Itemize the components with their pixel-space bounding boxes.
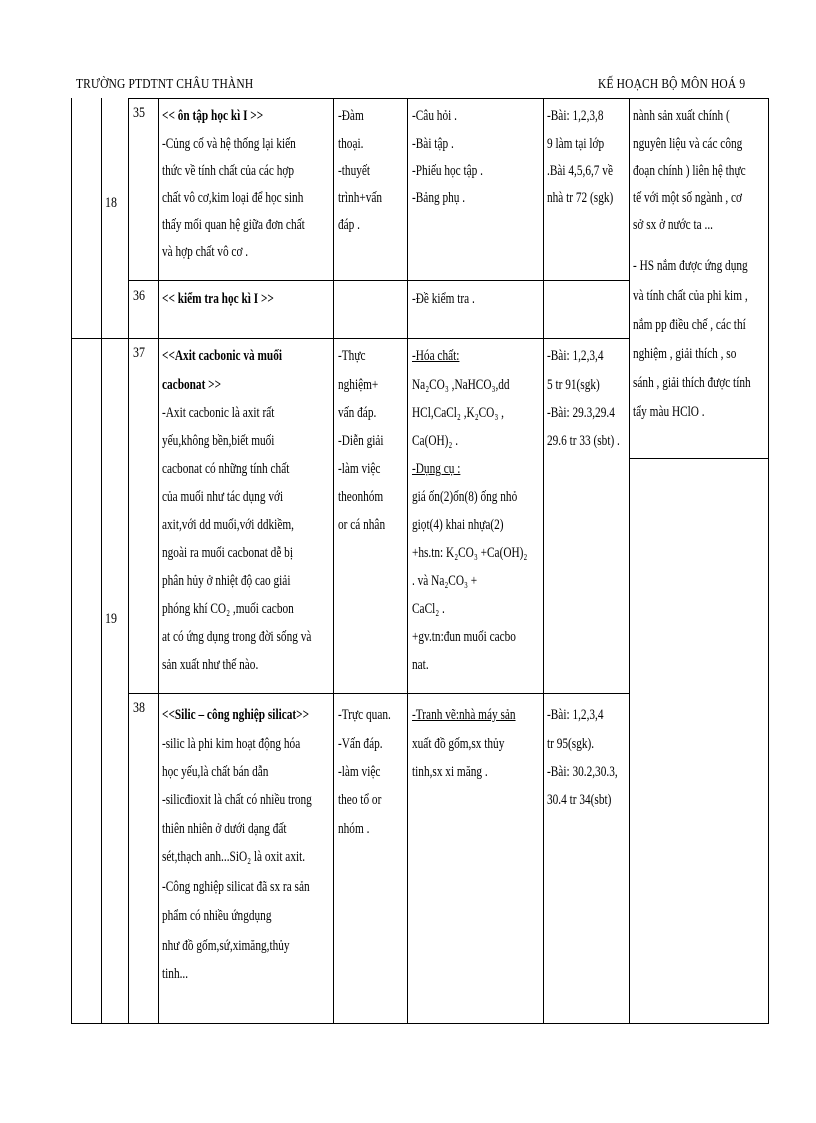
teaching-materials: CaCl₂ .	[412, 601, 445, 617]
teaching-materials: . và Na₂CO₃ +	[412, 573, 478, 589]
lesson-number: 36	[133, 288, 145, 304]
lesson-number: 35	[133, 105, 145, 121]
exercises: 5 tr 91(sgk)	[547, 377, 600, 393]
lesson-content: sét,thạch anh...SiO₂ là oxit axit.	[162, 849, 306, 865]
grid-line	[128, 98, 769, 99]
grid-line	[543, 98, 544, 1024]
lesson-content: yếu,không bền,biết muối	[162, 433, 275, 449]
exercises: 29.6 tr 33 (sbt) .	[547, 433, 620, 449]
lesson-content: cacbonat có những tính chất	[162, 461, 290, 477]
grid-line	[128, 280, 630, 281]
grid-line	[158, 98, 159, 1024]
teaching-method: vấn đáp.	[338, 405, 377, 421]
lesson-title: <<Axit cacbonic và muối	[162, 348, 283, 364]
teaching-method: -Trực quan.	[338, 707, 391, 723]
teaching-materials: xuất đồ gốm,sx thủy	[412, 736, 505, 752]
lesson-goals: sánh , giải thích được tính	[633, 375, 751, 391]
teaching-method: đáp .	[338, 217, 360, 233]
exercises: .Bài 4,5,6,7 về	[547, 163, 613, 179]
teaching-materials: +gv.tn:đun muối cacbo	[412, 629, 516, 645]
lesson-content: tinh...	[162, 966, 189, 982]
grid-line	[128, 98, 129, 1024]
lesson-title: << kiểm tra học kì I >>	[162, 291, 274, 307]
lesson-goals: sở sx ở nước ta ...	[633, 217, 713, 233]
lesson-content: và hợp chất vô cơ .	[162, 244, 249, 260]
teaching-materials: -Hóa chất:	[412, 348, 460, 364]
grid-line	[101, 98, 102, 1024]
grid-line	[768, 98, 769, 1024]
teaching-materials: -Bảng phụ .	[412, 190, 466, 206]
lesson-content: -silic là phi kim hoạt động hóa	[162, 736, 301, 752]
teaching-materials: HCl,CaCl₂ ,K₂CO₃ ,	[412, 405, 504, 421]
teaching-method: -Thực	[338, 348, 366, 364]
lesson-content: phẩm có nhiều ứngdụng	[162, 908, 272, 924]
lesson-number: 38	[133, 700, 145, 716]
lesson-title: <<Silic – công nghiệp silicat>>	[162, 707, 310, 723]
lesson-content: như đồ gốm,sứ,ximăng,thủy	[162, 938, 290, 954]
lesson-number: 37	[133, 345, 145, 361]
lesson-goals: tẩy màu HClO .	[633, 404, 705, 420]
lesson-content: -Củng cố và hệ thống lại kiến	[162, 136, 296, 152]
teaching-materials: giọt(4) khai nhựa(2)	[412, 517, 504, 533]
teaching-method: -thuyết	[338, 163, 371, 179]
exercises: -Bài: 1,2,3,4	[547, 707, 604, 723]
teaching-materials: +hs.tn: K₂CO₃ +Ca(OH)₂	[412, 545, 528, 561]
exercises: 9 làm tại lớp	[547, 136, 605, 152]
lesson-goals: nành sản xuất chính (	[633, 108, 730, 124]
exercises: -Bài: 29.3,29.4	[547, 405, 615, 421]
teaching-materials: -Dụng cụ :	[412, 461, 461, 477]
teaching-materials: nat.	[412, 657, 429, 673]
lesson-content: -silicđioxit là chất có nhiều trong	[162, 792, 312, 808]
lesson-title: cacbonat >>	[162, 377, 222, 393]
teaching-method: -làm việc	[338, 764, 381, 780]
teaching-materials: -Phiếu học tập .	[412, 163, 483, 179]
week-number: 18	[105, 195, 117, 211]
grid-line	[128, 693, 630, 694]
grid-line	[407, 98, 408, 1024]
exercises: nhà tr 72 (sgk)	[547, 190, 614, 206]
exercises: 30.4 tr 34(sbt)	[547, 792, 612, 808]
teaching-materials: -Đề kiểm tra .	[412, 291, 475, 307]
teaching-materials: -Câu hỏi .	[412, 108, 457, 124]
lesson-content: ngoài ra muối cacbonat dễ bị	[162, 545, 293, 561]
lesson-content: phân hủy ở nhiệt độ cao giải	[162, 573, 291, 589]
lesson-goals: tế với một số ngành , cơ	[633, 190, 743, 206]
lesson-content: at có ứng dụng trong đời sống và	[162, 629, 312, 645]
teaching-method: -Vấn đáp.	[338, 736, 383, 752]
teaching-materials: Ca(OH)₂ .	[412, 433, 459, 449]
lesson-content: -Axit cacbonic là axit rất	[162, 405, 275, 421]
lesson-content: phóng khí CO₂ ,muối cacbon	[162, 601, 294, 617]
teaching-materials: Na₂CO₃ ,NaHCO₃,dd	[412, 377, 510, 393]
teaching-method: nhóm .	[338, 821, 370, 837]
lesson-content: sản xuất như thế nào.	[162, 657, 259, 673]
exercises: -Bài: 1,2,3,8	[547, 108, 604, 124]
teaching-method: theonhóm	[338, 489, 384, 505]
lesson-content: axit,với dd muối,với ddkiềm,	[162, 517, 294, 533]
lesson-content: học yếu,là chất bán dẫn	[162, 764, 269, 780]
teaching-method: nghiệm+	[338, 377, 379, 393]
plan-title: KẾ HOẠCH BỘ MÔN HOÁ 9	[598, 77, 746, 92]
grid-line	[71, 338, 630, 339]
lesson-goals: nắm pp điều chế , các thí	[633, 317, 746, 333]
teaching-materials: -Tranh vẽ:nhà máy sản	[412, 707, 516, 723]
lesson-content: chất vô cơ,kim loại để học sinh	[162, 190, 304, 206]
grid-line	[333, 98, 334, 1024]
lesson-goals: đoạn chính ) liên hệ thực	[633, 163, 746, 179]
lesson-goals: nguyên liệu và các công	[633, 136, 743, 152]
lesson-goals: nghiệm , giải thích , so	[633, 346, 737, 362]
lesson-content: thức về tính chất của các hợp	[162, 163, 295, 179]
lesson-content: thấy mối quan hệ giữa đơn chất	[162, 217, 305, 233]
lesson-title: << ôn tập học kì I >>	[162, 108, 264, 124]
teaching-method: theo tổ or	[338, 792, 382, 808]
lesson-goals: - HS nắm được ứng dụng	[633, 258, 748, 274]
exercises: tr 95(sgk).	[547, 736, 595, 752]
teaching-materials: giá ốn(2)ốn(8) ống nhỏ	[412, 489, 518, 505]
teaching-materials: -Bài tập .	[412, 136, 454, 152]
grid-line	[629, 98, 630, 1024]
teaching-method: thoại.	[338, 136, 364, 152]
exercises: -Bài: 1,2,3,4	[547, 348, 604, 364]
teaching-method: -Diễn giải	[338, 433, 384, 449]
teaching-method: or cá nhân	[338, 517, 386, 533]
lesson-content: thiên nhiên ở dưới dạng đất	[162, 821, 287, 837]
grid-line	[629, 458, 769, 459]
teaching-materials: tinh,sx xi măng .	[412, 764, 488, 780]
exercises: -Bài: 30.2,30.3,	[547, 764, 618, 780]
week-number: 19	[105, 611, 117, 627]
teaching-method: -làm việc	[338, 461, 381, 477]
school-name: TRƯỜNG PTDTNT CHÂU THÀNH	[76, 77, 254, 92]
lesson-goals: và tính chất của phi kim ,	[633, 288, 748, 304]
teaching-method: -Đàm	[338, 108, 364, 124]
teaching-method: trình+vấn	[338, 190, 383, 206]
lesson-content: của muối như tác dụng với	[162, 489, 284, 505]
lesson-content: -Công nghiệp silicat đã sx ra sản	[162, 879, 310, 895]
